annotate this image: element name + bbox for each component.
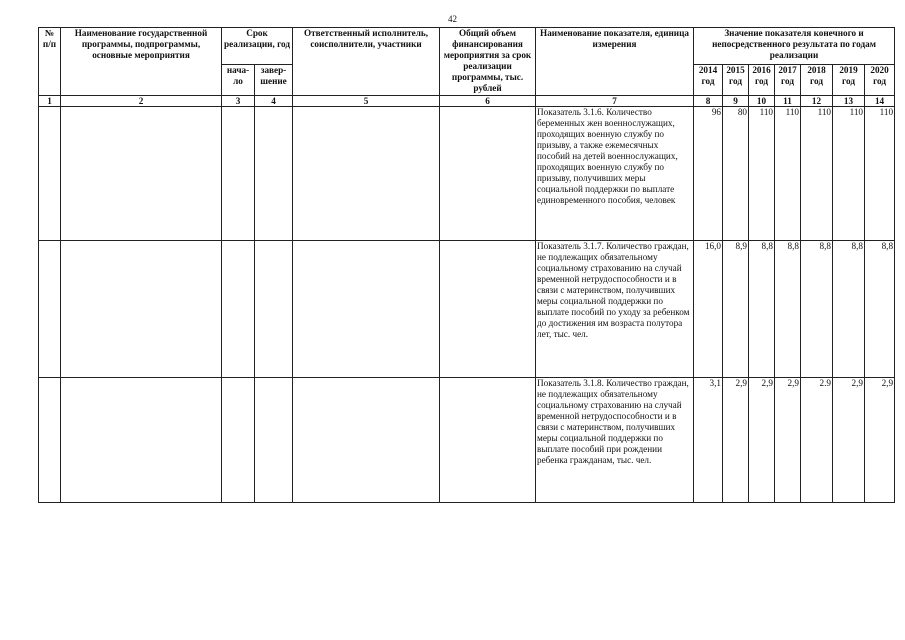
- empty-cell: [61, 106, 222, 240]
- column-number: 6: [440, 95, 536, 106]
- column-number: 3: [222, 95, 255, 106]
- empty-cell: [440, 106, 536, 240]
- header-program: Наименование государственной программы, подпрограммы, основные мероприятия: [61, 28, 222, 96]
- empty-cell: [222, 377, 255, 502]
- value-cell: 2,9: [833, 377, 865, 502]
- value-cell: 2,9: [775, 377, 801, 502]
- value-cell: 110: [749, 106, 775, 240]
- empty-cell: [255, 106, 293, 240]
- empty-cell: [61, 377, 222, 502]
- column-number: 4: [255, 95, 293, 106]
- page-number: 42: [448, 14, 457, 24]
- empty-cell: [61, 240, 222, 377]
- column-number: 2: [61, 95, 222, 106]
- empty-cell: [440, 377, 536, 502]
- header-year: 2020 год: [865, 64, 895, 95]
- header-year: 2016 год: [749, 64, 775, 95]
- header-num: № п/п: [39, 28, 61, 96]
- value-cell: 96: [694, 106, 723, 240]
- value-cell: 2,9: [723, 377, 749, 502]
- column-number: 12: [801, 95, 833, 106]
- header-funding: Общий объем финансирования мероприятия за срок реализации программы, тыс. рублей: [440, 28, 536, 96]
- column-number: 14: [865, 95, 895, 106]
- indicator-cell: Показатель 3.1.7. Количество граждан, не подлежащих обязательному социальному страхованию на случай временной нетрудоспособности и в связи с материнством, получивших меры социальной поддержки по выплате пособий по уходу за ребенком до достижения им возраста полутора лет, тыс. чел.: [536, 240, 694, 377]
- value-cell: 3,1: [694, 377, 723, 502]
- value-cell: 2,9: [749, 377, 775, 502]
- empty-cell: [255, 240, 293, 377]
- column-number: 5: [293, 95, 440, 106]
- empty-cell: [222, 106, 255, 240]
- header-indicator: Наименование показателя, единица измерения: [536, 28, 694, 96]
- column-number: 10: [749, 95, 775, 106]
- empty-cell: [293, 240, 440, 377]
- empty-cell: [222, 240, 255, 377]
- table-row: [39, 106, 895, 240]
- indicator-cell: Показатель 3.1.8. Количество граждан, не подлежащих обязательному социальному страхованию на случай временной нетрудоспособности и в связи с материнством, получивших меры социальной поддержки по выплате пособий при рождении ребенка гражданам, тыс. чел.: [536, 377, 694, 502]
- value-cell: 8,8: [801, 240, 833, 377]
- value-cell: 110: [865, 106, 895, 240]
- table-row: [39, 377, 895, 502]
- value-cell: 8,8: [775, 240, 801, 377]
- value-cell: 110: [775, 106, 801, 240]
- value-cell: 8,8: [865, 240, 895, 377]
- empty-cell: [39, 240, 61, 377]
- header-period: Срок реализации, год: [222, 28, 293, 65]
- value-cell: 2.9: [801, 377, 833, 502]
- empty-cell: [39, 377, 61, 502]
- header-year: 2017 год: [775, 64, 801, 95]
- column-number: 1: [39, 95, 61, 106]
- column-number: 9: [723, 95, 749, 106]
- header-start: нача-ло: [222, 64, 255, 95]
- value-cell: 110: [833, 106, 865, 240]
- header-year: 2018 год: [801, 64, 833, 95]
- value-cell: 16,0: [694, 240, 723, 377]
- empty-cell: [440, 240, 536, 377]
- header-year: 2015 год: [723, 64, 749, 95]
- empty-cell: [255, 377, 293, 502]
- column-number: 7: [536, 95, 694, 106]
- value-cell: 8,9: [723, 240, 749, 377]
- program-indicators-table: [38, 27, 895, 503]
- value-cell: 8,8: [749, 240, 775, 377]
- header-executor: Ответственный исполнитель, соисполнители, участники: [293, 28, 440, 96]
- empty-cell: [39, 106, 61, 240]
- column-number: 11: [775, 95, 801, 106]
- empty-cell: [293, 106, 440, 240]
- header-year: 2019 год: [833, 64, 865, 95]
- value-cell: 8,8: [833, 240, 865, 377]
- value-cell: 110: [801, 106, 833, 240]
- header-year: 2014 год: [694, 64, 723, 95]
- column-numbers-row: [39, 95, 895, 106]
- indicator-cell: Показатель 3.1.6. Количество беременных жен военнослужащих, проходящих военную службу по призыву, а также ежемесячных пособий на детей военнослужащих, проходящих военную службу по призыву, получивших меры социальной поддержки по выплате единовременного пособия, человек: [536, 106, 694, 240]
- column-number: 8: [694, 95, 723, 106]
- value-cell: 2,9: [865, 377, 895, 502]
- column-number: 13: [833, 95, 865, 106]
- header-end: завер-шение: [255, 64, 293, 95]
- table-row: [39, 240, 895, 377]
- empty-cell: [293, 377, 440, 502]
- value-cell: 80: [723, 106, 749, 240]
- header-values-group: Значение показателя конечного и непосредственного результата по годам реализации: [694, 28, 895, 65]
